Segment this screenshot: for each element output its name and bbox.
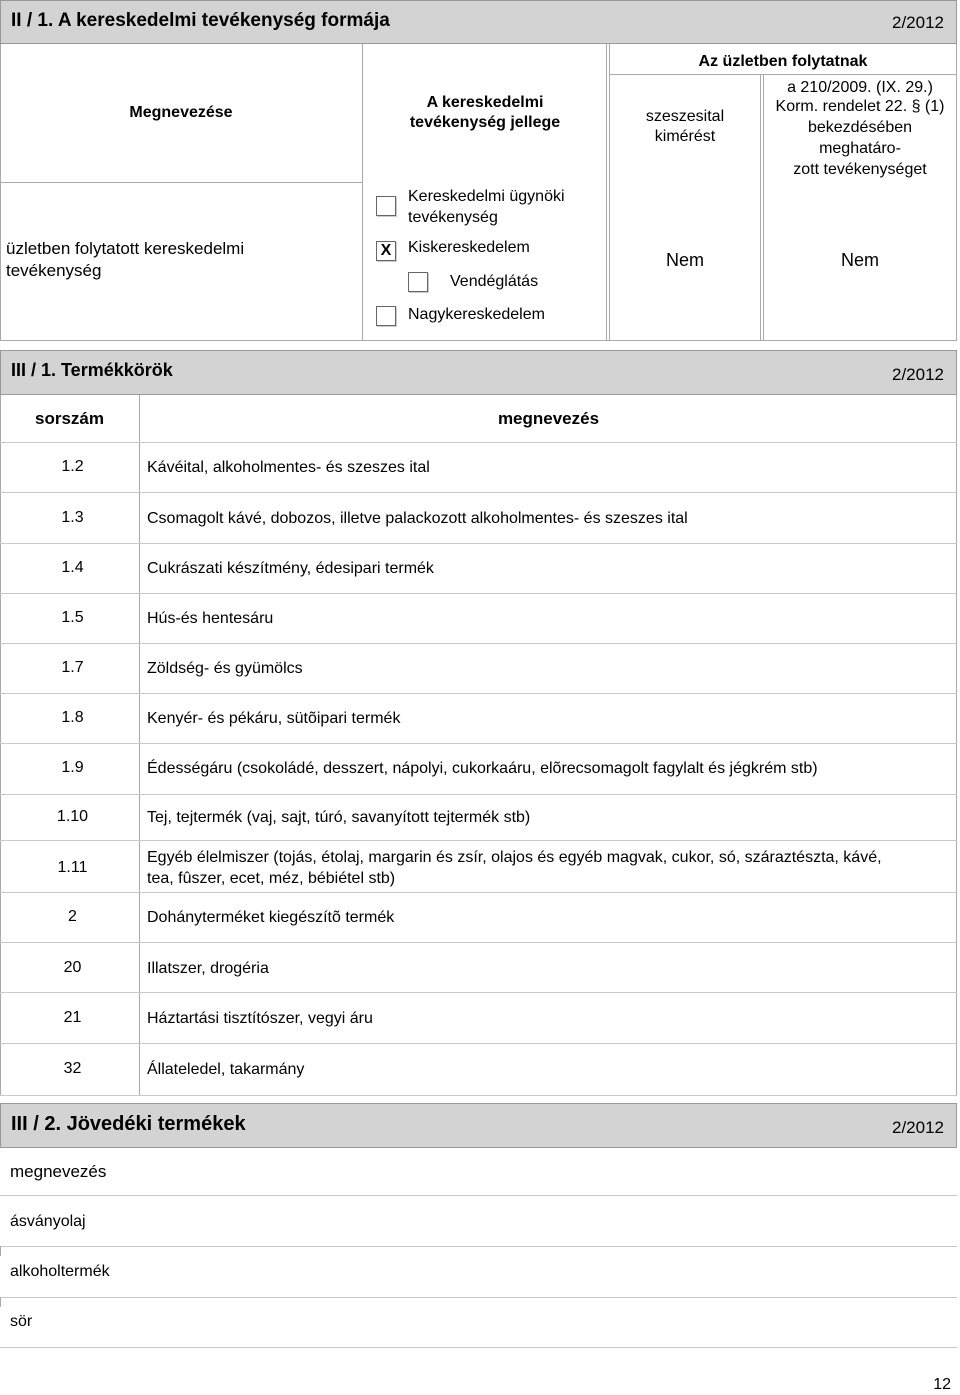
decree-value: Nem: [840, 250, 879, 270]
column-header-number: sorszám: [35, 409, 104, 428]
row-name: Kenyér- és pékáru, sütõipari termék: [147, 710, 401, 727]
row-name: Zöldség- és gyümölcs: [147, 660, 303, 677]
section-title: III / 2. Jövedéki termékek: [11, 1113, 246, 1135]
row-name: Hús-és hentesáru: [147, 610, 274, 627]
option-agent: Kereskedelmi ügynöki tevékenység: [408, 188, 565, 226]
row-name: Tej, tejtermék (vaj, sajt, túró, savanyított tejtermék stb): [147, 809, 531, 826]
row-name: Kávéital, alkoholmentes- és szeszes ital: [147, 459, 430, 476]
row-number: 1.7: [61, 659, 84, 676]
column-header-nature: A kereskedelmi tevékenység jellege: [409, 94, 561, 131]
option-retail: Kiskereskedelem: [408, 239, 530, 256]
row-name: Illatszer, drogéria: [147, 960, 269, 977]
section-year: 2/2012: [892, 1118, 944, 1137]
section-header-product-groups: [0, 350, 957, 395]
row-number: 21: [63, 1009, 82, 1026]
row-number: 32: [63, 1060, 82, 1077]
catering-checkbox[interactable]: [408, 272, 428, 292]
section-year: 2/2012: [892, 365, 944, 384]
row-name: Csomagolt kávé, dobozos, illetve palackozott alkoholmentes- és szeszes ital: [147, 510, 688, 527]
column-header-alcohol: szeszesital kimérést: [645, 108, 725, 145]
row-name: Állateledel, takarmány: [147, 1061, 305, 1078]
decree-line: a 210/2009. (IX. 29.): [787, 79, 933, 96]
column-header-name: Megnevezése: [129, 104, 233, 121]
list-item: ásványolaj: [10, 1213, 86, 1230]
section-title: III / 1. Termékkörök: [11, 360, 173, 380]
row-name: Édességáru (csokoládé, desszert, nápolyi, cukorkaáru, elõrecsomagolt fagylalt és jégkrém stb): [147, 760, 818, 777]
row-name: Háztartási tisztítószer, vegyi áru: [147, 1010, 373, 1027]
retail-checkbox[interactable]: X: [376, 241, 396, 261]
section-header-form: [0, 0, 957, 44]
decree-line: zott tevékenységet: [793, 161, 927, 178]
option-wholesale: Nagykereskedelem: [408, 306, 545, 323]
option-catering: Vendéglátás: [450, 273, 539, 290]
decree-line: meghatáro-: [819, 140, 901, 157]
column-header-product-name: megnevezés: [497, 409, 600, 428]
list-item: alkoholtermék: [10, 1263, 110, 1280]
row-name: Cukrászati készítmény, édesipari termék: [147, 560, 434, 577]
row-number: 1.4: [61, 559, 84, 576]
row-number: 1.9: [61, 759, 84, 776]
alcohol-value: Nem: [665, 250, 704, 270]
wholesale-checkbox[interactable]: [376, 306, 396, 326]
row-number: 1.10: [56, 808, 89, 825]
row-number: 2: [68, 908, 77, 925]
row-number: 1.5: [61, 609, 84, 626]
row-name: Egyéb élelmiszer (tojás, étolaj, margarin és zsír, olajos és egyéb magvak, cukor, só, száraztészta, kávé, tea, fûszer, ecet, méz, bébiétel stb): [147, 849, 882, 887]
column-header-store: Az üzletben folytatnak: [698, 53, 868, 70]
row-number: 1.11: [57, 859, 88, 876]
column-header-decree: [764, 78, 956, 180]
page-number: 12: [933, 1376, 951, 1393]
list-item: sör: [10, 1313, 33, 1330]
section-year: 2/2012: [892, 13, 944, 32]
row-label-store-activity: üzletben folytatott kereskedelmi tevékenység: [6, 239, 245, 280]
row-name: Dohányterméket kiegészítõ termék: [147, 909, 395, 926]
row-number: 1.3: [61, 509, 84, 526]
section-header-excise-products: [0, 1103, 957, 1148]
column-header-excise-name: megnevezés: [10, 1162, 107, 1181]
section-title: II / 1. A kereskedelmi tevékenység formája: [11, 10, 390, 31]
decree-line: Korm. rendelet 22. § (1): [775, 98, 945, 115]
row-number: 1.2: [61, 458, 84, 475]
row-number: 1.8: [61, 709, 84, 726]
decree-line: bekezdésében: [807, 119, 913, 136]
row-number: 20: [63, 959, 82, 976]
agent-checkbox[interactable]: [376, 196, 396, 216]
